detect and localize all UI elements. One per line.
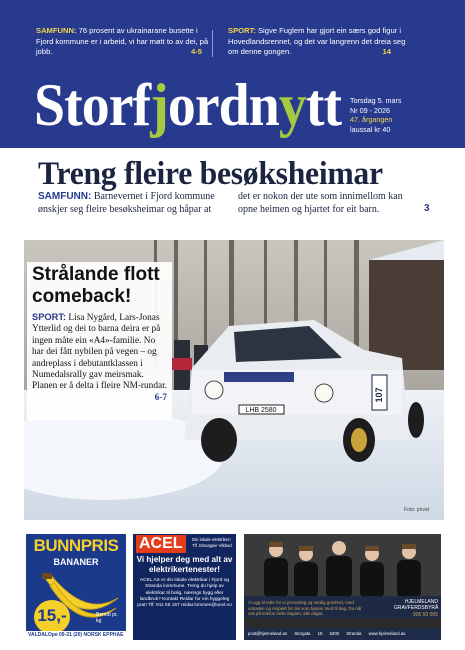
car-plate: LHB 2580 xyxy=(245,407,277,414)
ad-hjelmeland[interactable] xyxy=(244,534,441,640)
car-number: 107 xyxy=(374,387,384,403)
acel-body: ACEL AS er din lokale elektrikar i Fjord og Stranda kommune. Treng du hjelp av elektrikar til bolig, nærings bygg eller landbruk? Kontakt Reidar for ein hyggeleg prat! Tlf: 911 56 157 reidar.lommen@acel.no xyxy=(137,578,232,609)
issue-info xyxy=(350,96,402,134)
teaser-section: SAMFUNN xyxy=(36,26,74,35)
main-headline[interactable]: Treng fleire besøksheimar xyxy=(38,156,383,192)
issue-date: Torsdag 5. mars xyxy=(350,96,402,105)
lede-page: 3 xyxy=(424,203,430,214)
issue-number: Nr 09 - 2026 xyxy=(350,105,390,115)
bunnpris-logo: BUNNPRIS xyxy=(33,536,119,555)
bunnpris-unit: Beredt pr. kg xyxy=(96,612,118,624)
teaser-divider xyxy=(212,30,213,57)
lede-right: det er nokon der ute som innimellom kan opne heimen og hjartet for eit barn. xyxy=(238,191,403,215)
photo-story-title: Strålande flott comeback! xyxy=(32,264,160,307)
lede-left: SAMFUNN: Barnevernet i Fjord kommune ønskjer seg fleire besøksheimar og håpar at xyxy=(38,191,215,215)
ad-acel[interactable] xyxy=(133,534,236,640)
teaser-text: Sigve Fuglem har gjort ein særs god figur i Hovedlandsrennet, og det var langrenn det dreia seg om denne gongen. xyxy=(228,26,406,57)
bunnpris-product: BANANER xyxy=(53,557,99,567)
acel-logo: ACEL xyxy=(136,535,186,553)
hjelmeland-phone: 905 50 005 xyxy=(412,612,438,618)
teaser-text: 76 prosent av ukrainarane busette i Fjord kommune er i arbeid, vi har møtt to av dei, på jobb. xyxy=(36,26,209,57)
photo-story-pages: 6-7 xyxy=(154,392,167,403)
teaser-section: SPORT xyxy=(228,26,254,35)
hjelmeland-text: Vi ugg til rette for ei personleg og verdig gravferd, med omtanke og respekt for dei som høyrer med til deg. Du når oss på telefon heile døgnet, alle dagar. xyxy=(248,600,362,617)
bunnpris-footer: VALDALOpe 09-21 (20) NORSK EPPHAE xyxy=(26,631,126,640)
teaser-pages: 14 xyxy=(382,47,391,57)
hjelmeland-logo: HJELMELAND GRAVFERDSBYRÅ xyxy=(394,599,439,611)
issue-price: laussal kr 40 xyxy=(350,124,391,134)
acel-subtitle: Din lokale elektriker! Tlf. Elsvagsie Vikbud xyxy=(192,537,232,548)
photo-credit: Foto: privat xyxy=(404,507,430,513)
bunnpris-price: 15,- xyxy=(34,600,70,634)
teaser-pages: 4-5 xyxy=(191,47,202,57)
teaser-sport[interactable]: SPORT: Sigve Fuglem har gjort ein særs god figur i Hovedlandsrennet, og det var langrenn det dreia seg om denne gongen. 14 xyxy=(228,26,406,57)
photo-story-card[interactable] xyxy=(27,262,172,420)
hjelmeland-footer: post@hjelmeland.as Storgata 18 6200 Stranda www.hjelmeland.as xyxy=(244,628,441,640)
staff-photo xyxy=(244,534,441,598)
photo-story-text: SPORT: Lisa Nygård, Lars-Jonas Ytterlid og dei to barna deira er på ingen måte ein «A4»-familie. No har dei fått nybilen på vegen – og andreplass i debutantklassen i Numedalsrally gav meirsmak. Planen er å delta i fleire NM-rundar. 6-7 xyxy=(32,312,168,403)
acel-headline: Vi hjelper deg med alt av elektrikertenester! xyxy=(136,555,233,574)
lede-section: SAMFUNN: xyxy=(38,191,92,202)
ad-bunnpris[interactable] xyxy=(26,534,126,640)
photo-story-section: SPORT: xyxy=(32,312,67,322)
issue-volume: 47. årgangen xyxy=(350,115,393,125)
teaser-samfunn[interactable]: SAMFUNN: 76 prosent av ukrainarane busette i Fjord kommune er i arbeid, vi har møtt to av dei, på jobb. 4-5 xyxy=(36,26,209,57)
masthead-logo[interactable]: Storfjordnytt xyxy=(34,72,342,138)
